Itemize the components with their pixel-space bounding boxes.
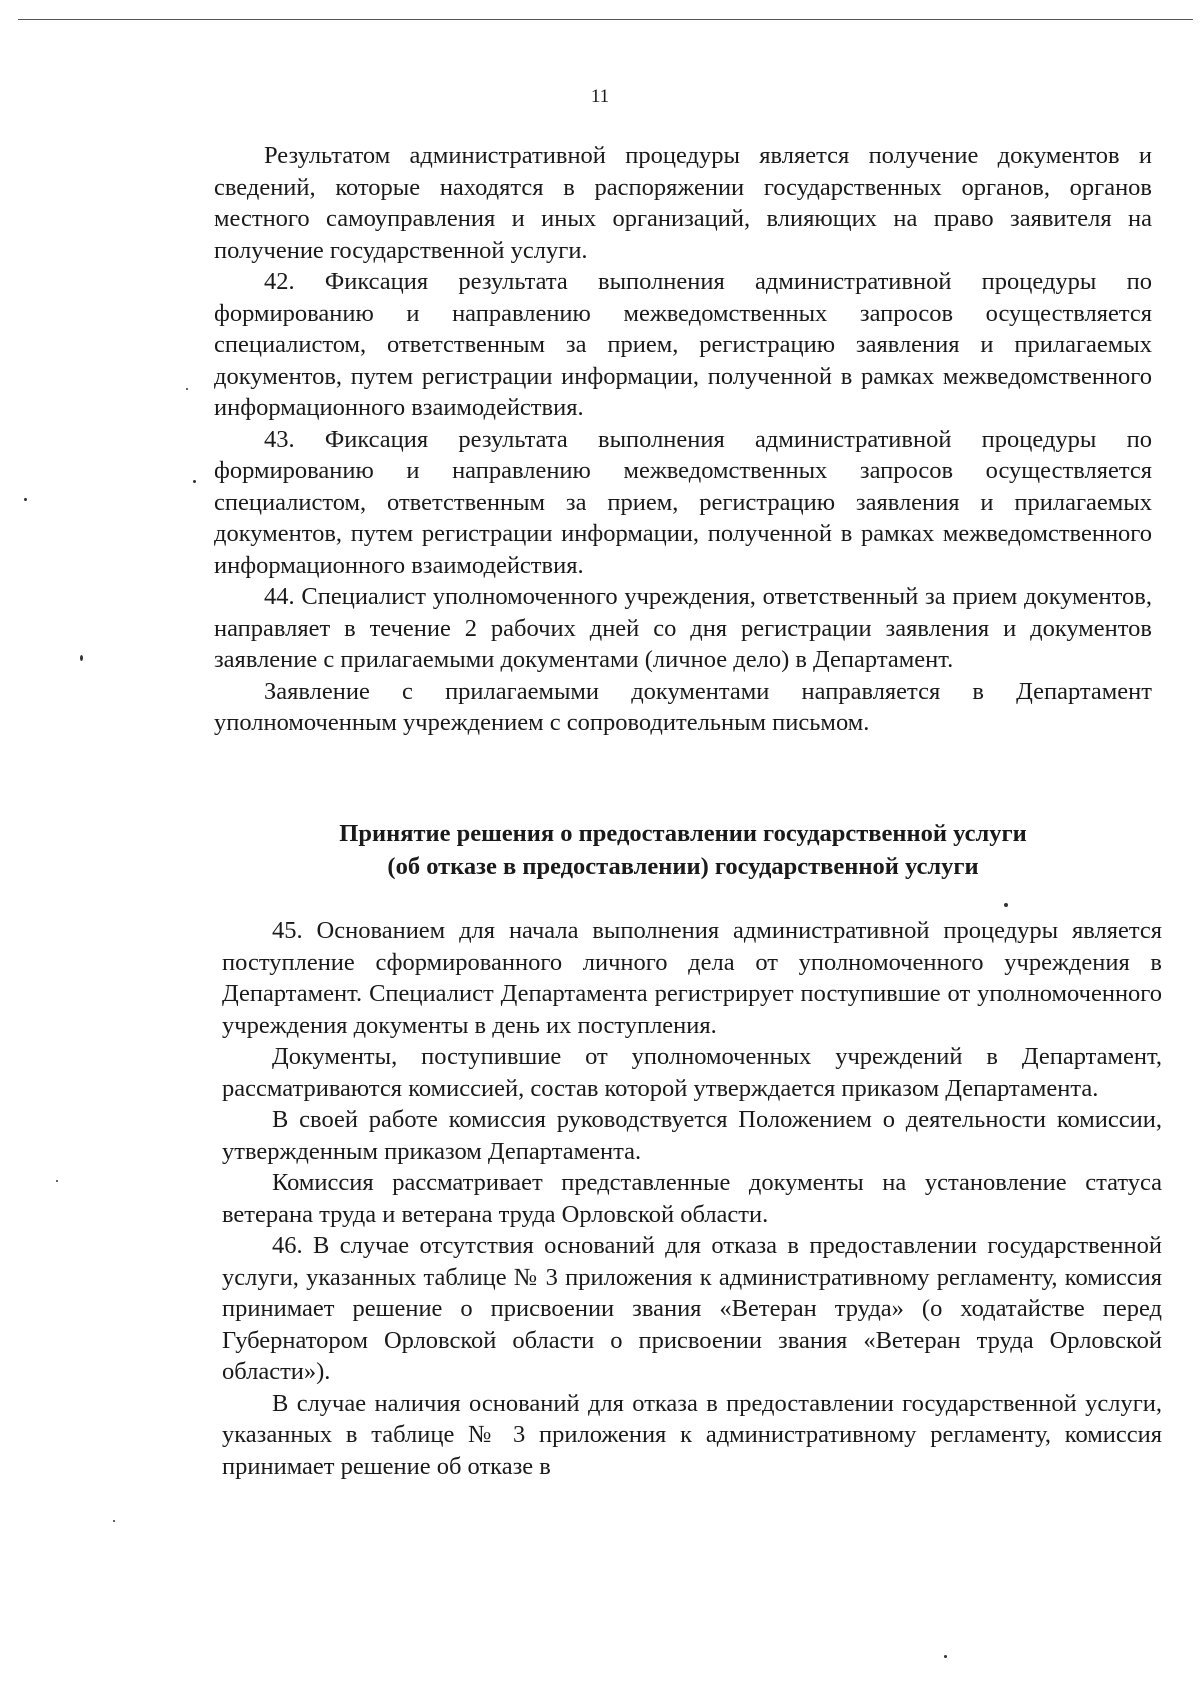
paragraph-documents: Документы, поступившие от уполномоченных учреждений в Департамент, рассматриваются комиссией, состав которой утверждается приказом Департамента. [222, 1043, 1162, 1102]
paragraph-cover-letter: Заявление с прилагаемыми документами направляется в Департамент уполномоченным учреждением с сопроводительным письмом. [214, 677, 1152, 736]
scan-speck [113, 1520, 115, 1522]
paragraph-46: 46. В случае отсутствия оснований для отказа в предоставлении государственной услуги, указанных таблице № 3 приложения к административному регламенту, комиссия принимает решение о присвоении звания «Ветеран труда» (о ходатайстве перед Губернатором Орловской области о присвоении звания «Ветеран труда Орловской области»). [222, 1232, 1162, 1385]
paragraph-44: 44. Специалист уполномоченного учреждения, ответственный за прием документов, направляет в течение 2 рабочих дней со дня регистрации заявления и документов заявление с прилагаемыми документами (личное дело) в Департамент. [214, 583, 1152, 673]
body-text-top [214, 140, 1152, 739]
paragraph-42: 42. Фиксация результата выполнения административной процедуры по формированию и направлению межведомственных запросов осуществляется специалистом, ответственным за прием, регистрацию заявления и прилагаемых документов, путем регистрации информации, полученной в рамках межведомственного информационного взаимодействия. [214, 268, 1152, 421]
paragraph-commission-review: Комиссия рассматривает представленные документы на установление статуса ветерана труда и ветерана труда Орловской области. [222, 1169, 1162, 1228]
scan-speck [56, 1180, 58, 1182]
scan-speck [1004, 903, 1008, 907]
body-text-bottom [222, 915, 1162, 1482]
paragraph-43: 43. Фиксация результата выполнения административной процедуры по формированию и направлению межведомственных запросов осуществляется специалистом, ответственным за прием, регистрацию заявления и прилагаемых документов, путем регистрации информации, полученной в рамках межведомственного информационного взаимодействия. [214, 425, 1152, 579]
scan-speck [193, 480, 196, 483]
paragraph-result: Результатом административной процедуры является получение документов и сведений, которые находятся в распоряжении государственных органов, органов местного самоуправления и иных организаций, влияющих на право заявителя на получение государственной услуги. [214, 142, 1152, 264]
paragraph-refusal: В случае наличия оснований для отказа в предоставлении государственной услуги, указанных в таблице № 3 приложения к административному регламенту, комиссия принимает решение об отказе в [222, 1389, 1162, 1480]
scan-speck [80, 655, 83, 661]
section-heading [214, 817, 1152, 883]
paragraph-45: 45. Основанием для начала выполнения административной процедуры является поступление сформированного личного дела от уполномоченного учреждения в Департамент. Специалист Департамента регистрирует поступившие от уполномоченного учреждения документы в день их поступления. [222, 917, 1162, 1039]
paragraph-commission-work: В своей работе комиссия руководствуется Положением о деятельности комиссии, утвержденным приказом Департамента. [222, 1106, 1162, 1165]
page-number: 11 [590, 86, 610, 107]
top-rule [18, 19, 1193, 20]
section-heading-line2: (об отказе в предоставлении) государственной услуги [387, 853, 979, 880]
scan-speck [186, 388, 188, 390]
scan-speck [944, 1655, 947, 1658]
section-heading-line1: Принятие решения о предоставлении государственной услуги [339, 820, 1027, 847]
scan-speck [24, 498, 27, 501]
